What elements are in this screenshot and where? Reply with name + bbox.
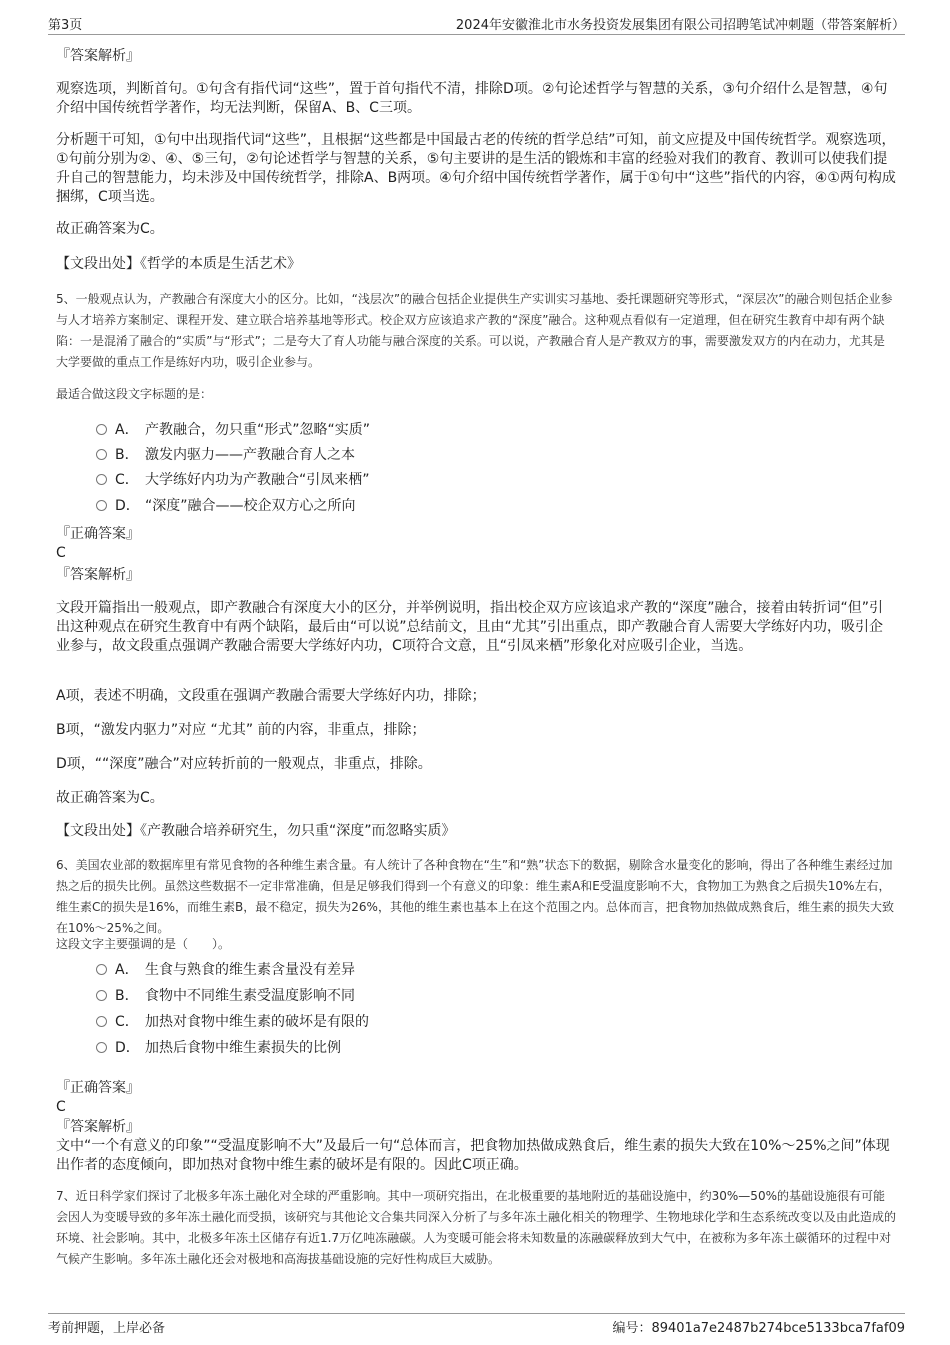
radio-button-icon[interactable] (96, 1016, 107, 1027)
q6-option-d[interactable]: D． 加热后食物中维生素损失的比例 (96, 1038, 341, 1058)
q5-option-b[interactable]: B． 激发内驱力——产教融合育人之本 (96, 445, 355, 465)
page-footer (48, 1313, 905, 1336)
q5-option-d[interactable]: D． “深度”融合——校企双方心之所向 (96, 496, 356, 516)
q7-stem: 7、近日科学家们探讨了北极多年冻土融化对全球的严重影响。其中一项研究指出，在北极重要的基地附近的基础设施中，约30%—50%的基础设施很有可能会因人为变暖导致的多年冻土融化而受损，该研究与其他论文合集共同深入分析了与多年冻土融化相关的物理学、生物地球化学和生态系统改变以及由此造成的环境、社会影响。其中，北极多年冻土区储存有近1.7万亿吨冻融碳。人为变暖可能会将未知数量的冻融碳释放到大气中，在被称为多年冻土碳循环的过程中对气候产生影响。多年冻土融化还会对极地和高海拔基础设施的完好性构成巨大威胁。 (56, 1189, 897, 1266)
q5-source: 【文段出处】《产教融合培养研究生，勿只重“深度”而忽略实质》 (56, 823, 456, 839)
q6-analysis: 文中“一个有意义的印象”“受温度影响不大”及最后一句“总体而言，把食物加热做成熟食后，维生素的损失大致在10%～25%之间”体现出作者的态度倾向，即加热对食物中维生素的破坏是有限的。因此C项正确。 (56, 1138, 890, 1173)
document-id: 编号：89401a7e2487b274bce5133bca7faf09 (612, 1321, 905, 1336)
radio-button-icon[interactable] (96, 424, 107, 435)
q4-analysis-p2: 分析题干可知，①句中出现指代词“这些”，且根据“这些都是中国最古老的传统的哲学总结”可知，前文应提及中国传统哲学。观察选项，①句前分别为②、④、⑤三句，②句论述哲学与智慧的关系，⑤句主要讲的是生活的锻炼和丰富的经验对我们的教育、教训可以使我们提升自己的智慧能力，均未涉及中国传统哲学，排除A、B两项。④句介绍中国传统哲学著作，属于①句中“这些”指代的内容，④①两句构成捆绑，C项当选。 (56, 132, 896, 205)
q4-analysis-p1: 观察选项，判断首句。①句含有指代词“这些”，置于首句指代不清，排除D项。②句论述哲学与智慧的关系，③句介绍什么是智慧，④句介绍中国传统哲学著作，均无法判断，保留A、B、C三项。 (56, 81, 888, 116)
q6-answer: C (56, 1099, 66, 1115)
q4-source: 【文段出处】《哲学的本质是生活艺术》 (56, 256, 301, 272)
q5-option-c[interactable]: C． 大学练好内功为产教融合“引凤来栖” (96, 470, 370, 490)
radio-button-icon[interactable] (96, 474, 107, 485)
radio-button-icon[interactable] (96, 449, 107, 460)
q5-analysis-a: A项，表述不明确，文段重在强调产教融合需要大学练好内功，排除； (56, 688, 486, 704)
q6-analysis-label: 『答案解析』 (56, 1119, 140, 1135)
q5-answer: C (56, 545, 66, 561)
q5-stem: 5、一般观点认为，产教融合有深度大小的区分。比如，“浅层次”的融合包括企业提供生产实训实习基地、委托课题研究等形式，“深层次”的融合则包括企业参与人才培养方案制定、课程开发、建立联合培养基地等形式。校企双方应该追求产教的“深度”融合。这种观点看似有一定道理，但在研究生教育中却有两个缺陷：一是混淆了融合的“实质”与“形式”；二是夸大了育人功能与融合深度的关系。可以说，产教融合育人是产教双方的事，需要激发双方的内在动力，尤其是大学要做的重点工作是练好内功，吸引企业参与。 (56, 292, 893, 369)
radio-button-icon[interactable] (96, 500, 107, 511)
q6-question: 这段文字主要强调的是（ ）。 (56, 937, 231, 951)
q5-analysis-b: B项，“激发内驱力”对应 “尤其” 前的内容，非重点，排除； (56, 722, 426, 738)
radio-button-icon[interactable] (96, 1042, 107, 1053)
radio-button-icon[interactable] (96, 964, 107, 975)
document-title: 2024年安徽淮北市水务投资发展集团有限公司招聘笔试冲刺题（带答案解析） (455, 18, 905, 33)
q4-analysis-label: 『答案解析』 (56, 48, 140, 64)
q6-option-c[interactable]: C． 加热对食物中维生素的破坏是有限的 (96, 1012, 369, 1032)
q5-analysis-label: 『答案解析』 (56, 567, 140, 583)
q5-analysis-p1: 文段开篇指出一般观点，即产教融合有深度大小的区分，并举例说明，指出校企双方应该追求产教的“深度”融合，接着由转折词“但”引出这种观点在研究生教育中有两个缺陷，最后由“可以说”总结前文，且由“尤其”引出重点，即产教融合育人需要大学练好内功，吸引企业参与，故文段重点强调产教融合需要大学练好内功，C项符合文意，且“引凤来栖”形象化对应吸引企业，当选。 (56, 600, 884, 654)
q6-option-a[interactable]: A． 生食与熟食的维生素含量没有差异 (96, 960, 355, 980)
radio-button-icon[interactable] (96, 990, 107, 1001)
q6-answer-label: 『正确答案』 (56, 1080, 140, 1096)
q6-option-b[interactable]: B． 食物中不同维生素受温度影响不同 (96, 986, 355, 1006)
q5-question: 最适合做这段文字标题的是： (56, 387, 213, 401)
footer-slogan: 考前押题，上岸必备 (48, 1321, 166, 1336)
q5-analysis-d: D项，““深度”融合”对应转折前的一般观点，非重点，排除。 (56, 756, 432, 772)
page-number: 第3页 (48, 18, 83, 33)
q5-conclusion: 故正确答案为C。 (56, 790, 164, 806)
page-header (48, 12, 905, 35)
q4-conclusion: 故正确答案为C。 (56, 221, 164, 237)
q6-stem: 6、美国农业部的数据库里有常见食物的各种维生素含量。有人统计了各种食物在“生”和“熟”状态下的数据，剔除含水量变化的影响，得出了各种维生素经过加热之后的损失比例。虽然这些数据不一定非常准确，但是足够我们得到一个有意义的印象：维生素A和E受温度影响不大，食物加工为熟食之后损失10%左右，维生素C的损失是16%，而维生素B，最不稳定，损失为26%，其他的维生素也基本上在这个范围之内。总体而言，把食物加热做成熟食后，维生素的损失大致在10%～25%之间。 (56, 858, 894, 935)
q5-option-a[interactable]: A． 产教融合，勿只重“形式”忽略“实质” (96, 420, 370, 440)
q5-answer-label: 『正确答案』 (56, 526, 140, 542)
